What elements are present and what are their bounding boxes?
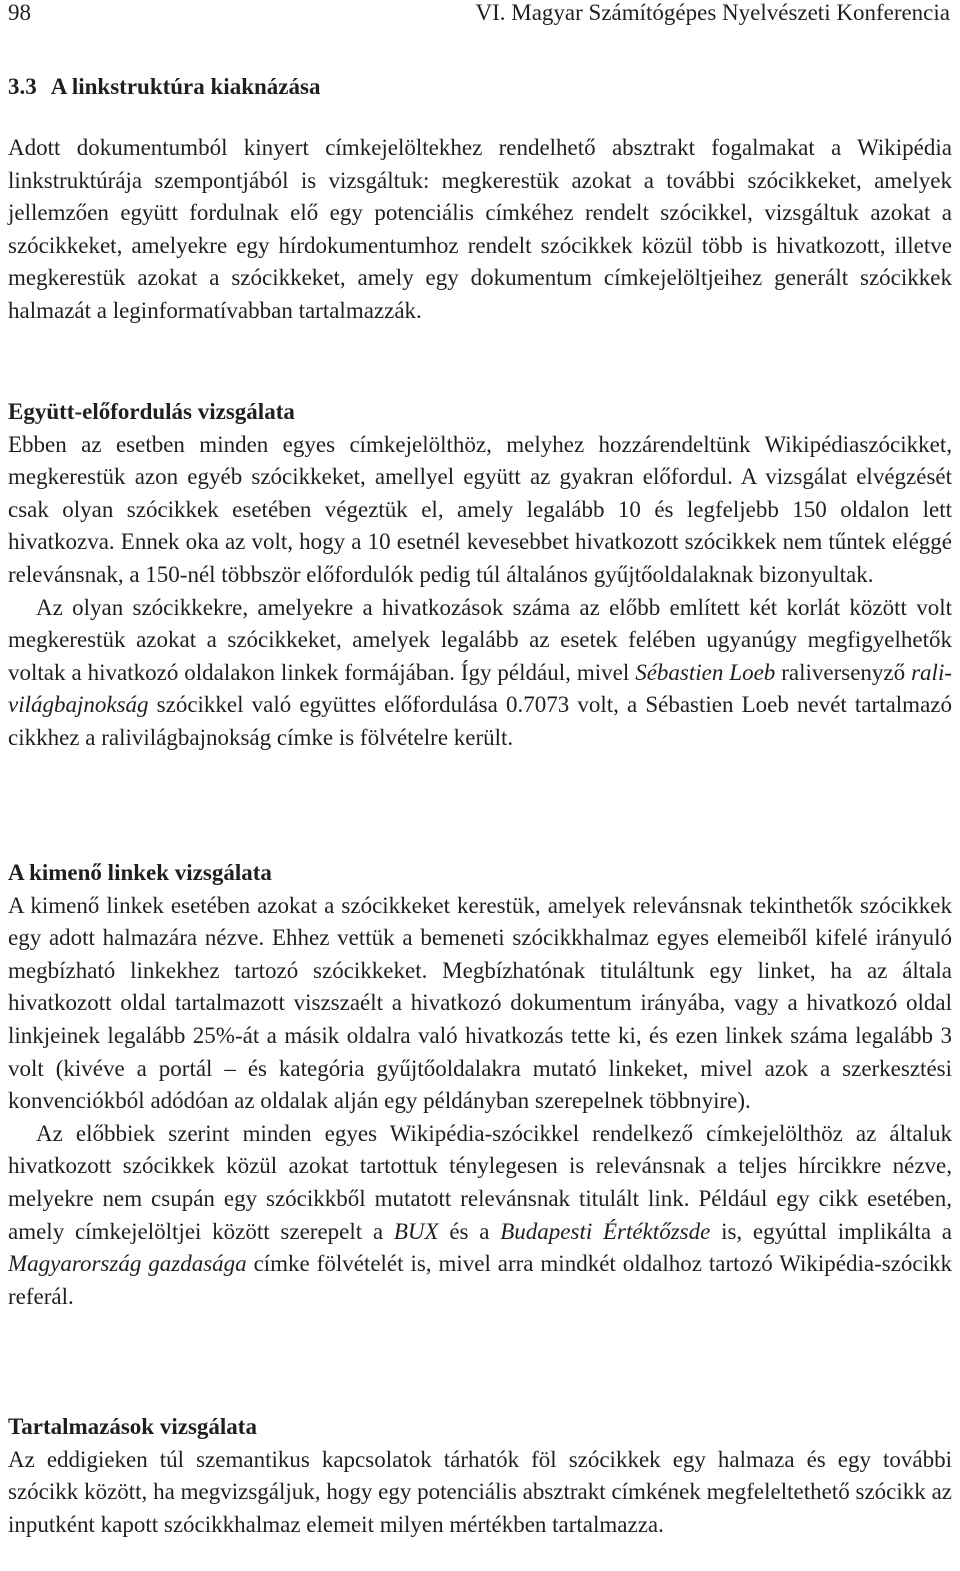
outlinks-heading: A kimenő linkek vizsgálata [8, 860, 272, 885]
italic-term: Budapesti Értéktőzsde [500, 1218, 711, 1244]
containment-block [8, 1411, 952, 1541]
containment-heading: Tartalmazások vizsgálata [8, 1414, 257, 1439]
cooccurrence-block [8, 396, 952, 755]
cooccurrence-heading: Együtt-előfordulás vizsgálata [8, 399, 295, 424]
section-number: 3.3 [8, 74, 37, 99]
section-title: A linkstruktúra kiaknázása [50, 74, 321, 99]
section-heading [8, 71, 320, 104]
text-run: raliversenyző [775, 659, 912, 685]
intro-paragraph: Adott dokumentumból kinyert címkejelöltekhez rendelhető absztrakt fogalmakat a Wikipédia linkstruktúrája szempontjából is vizsgáltuk: megkerestük azokat a további szócikkeket, amelyek jellemzően együtt fordulnak elő egy potenciális címkéhez rendelt szócikkel, vizsgáltuk azokat a szócikkeket, amelyekre egy hírdokumentumhoz rendelt szócikkek közül több is hivatkozott, illetve megkerestük azokat a szócikkeket, amely egy dokumentum címkejelöltjeihez generált szócikkek halmazát a leginformatívabban tartalmazzák. [8, 135, 952, 323]
cooccurrence-paragraph-2 [8, 592, 952, 755]
outlinks-paragraph-2 [8, 1118, 952, 1314]
outlinks-block [8, 857, 952, 1313]
containment-paragraph: Az eddigieken túl szemantikus kapcsolatok tárhatók föl szócikkek egy halmaza és egy további szócikk között, ha megvizsgáljuk, hogy egy potenciális absztrakt címkének megfeleltethető szócikk az inputként kapott szócikkhalmaz elemeit milyen mértékben tartalmazza. [8, 1446, 952, 1537]
running-header [8, 0, 952, 29]
italic-term: Magyarország gazdasága [8, 1251, 247, 1277]
text-run: címke fölvételét is, mivel arra mindkét oldalhoz tartozó Wikipédia-szócikk referál. [8, 1251, 952, 1309]
italic-term: rali-világbajnokság [8, 659, 952, 718]
text-run: Az olyan szócikkekre, amelyekre a hivatkozások száma az előbb említett két korlát között volt megkerestük azokat a szócikkeket, amelyek legalább az esetek felében ugyanúgy megfigyelhetők voltak a hivatkozó oldalakon linkek formájában. Így például, mivel [8, 594, 952, 685]
cooccurrence-paragraph-1: Ebben az esetben minden egyes címkejelölthöz, melyhez hozzárendeltünk Wikipédiaszócikket, megkerestük azon egyéb szócikkeket, amellyel együtt az gyakran előfordul. A vizsgálat elvégzését csak olyan szócikkek esetében végeztük el, amely legalább 10 és legfeljebb 150 oldalon lett hivatkozva. Ennek oka az volt, hogy a 10 esetnél kevesebbet hivatkozott szócikkek nem tűntek eléggé relevánsnak, a 150-nél többször előfordulók pedig túl általános gyűjtőoldalaknak bizonyultak. [8, 431, 952, 587]
intro-block [8, 132, 952, 328]
text-run: és a [438, 1218, 501, 1244]
page-number: 98 [8, 0, 31, 25]
italic-term: Sébastien Loeb [635, 659, 776, 685]
text-run: is, egyúttal implikálta a [710, 1218, 952, 1244]
text-run: Az előbbiek szerint minden egyes Wikipédia-szócikkel rendelkező címkejelölthöz az általuk hivatkozott szócikkek közül azokat tartottuk ténylegesen is relevánsnak a teljes hírcikkre nézve, melyekre nem csupán egy szócikkből mutatott relevánsnak titulált link. Például egy cikk esetében, amely címkejelöltjei között szerepelt a [8, 1120, 952, 1244]
text-run: szócikkel való együttes előfordulása 0.7073 volt, a Sébastien Loeb nevét tartalmazó cikkhez a ralivilágbajnokság címke is fölvételre került. [8, 692, 952, 750]
running-title: VI. Magyar Számítógépes Nyelvészeti Konferencia [475, 0, 950, 25]
outlinks-paragraph-1: A kimenő linkek esetében azokat a szócikkeket kerestük, amelyek relevánsnak tekinthetők szócikkek egy adott halmazára nézve. Ehhez vettük a bemeneti szócikkhalmaz egyes elemeiből kifelé irányuló megbízható linkekhez tartozó szócikkeket. Megbízhatónak tituláltunk egy linket, ha az általa hivatkozott oldal tartalmazott viszszaélt a hivatkozó dokumentum irányába, vagy a hivatkozó oldal linkjeinek legalább 25%-át a másik oldalra való hivatkozás tette ki, és ezen linkek száma legalább 3 volt (kivéve a portál – és kategória gyűjtőoldalakra mutató linkeket, mivel azok a szerkesztési konvenciókból adódóan az oldalak alján egy példányban szerepelnek többnyire). [8, 892, 952, 1114]
italic-term: BUX [393, 1218, 439, 1244]
